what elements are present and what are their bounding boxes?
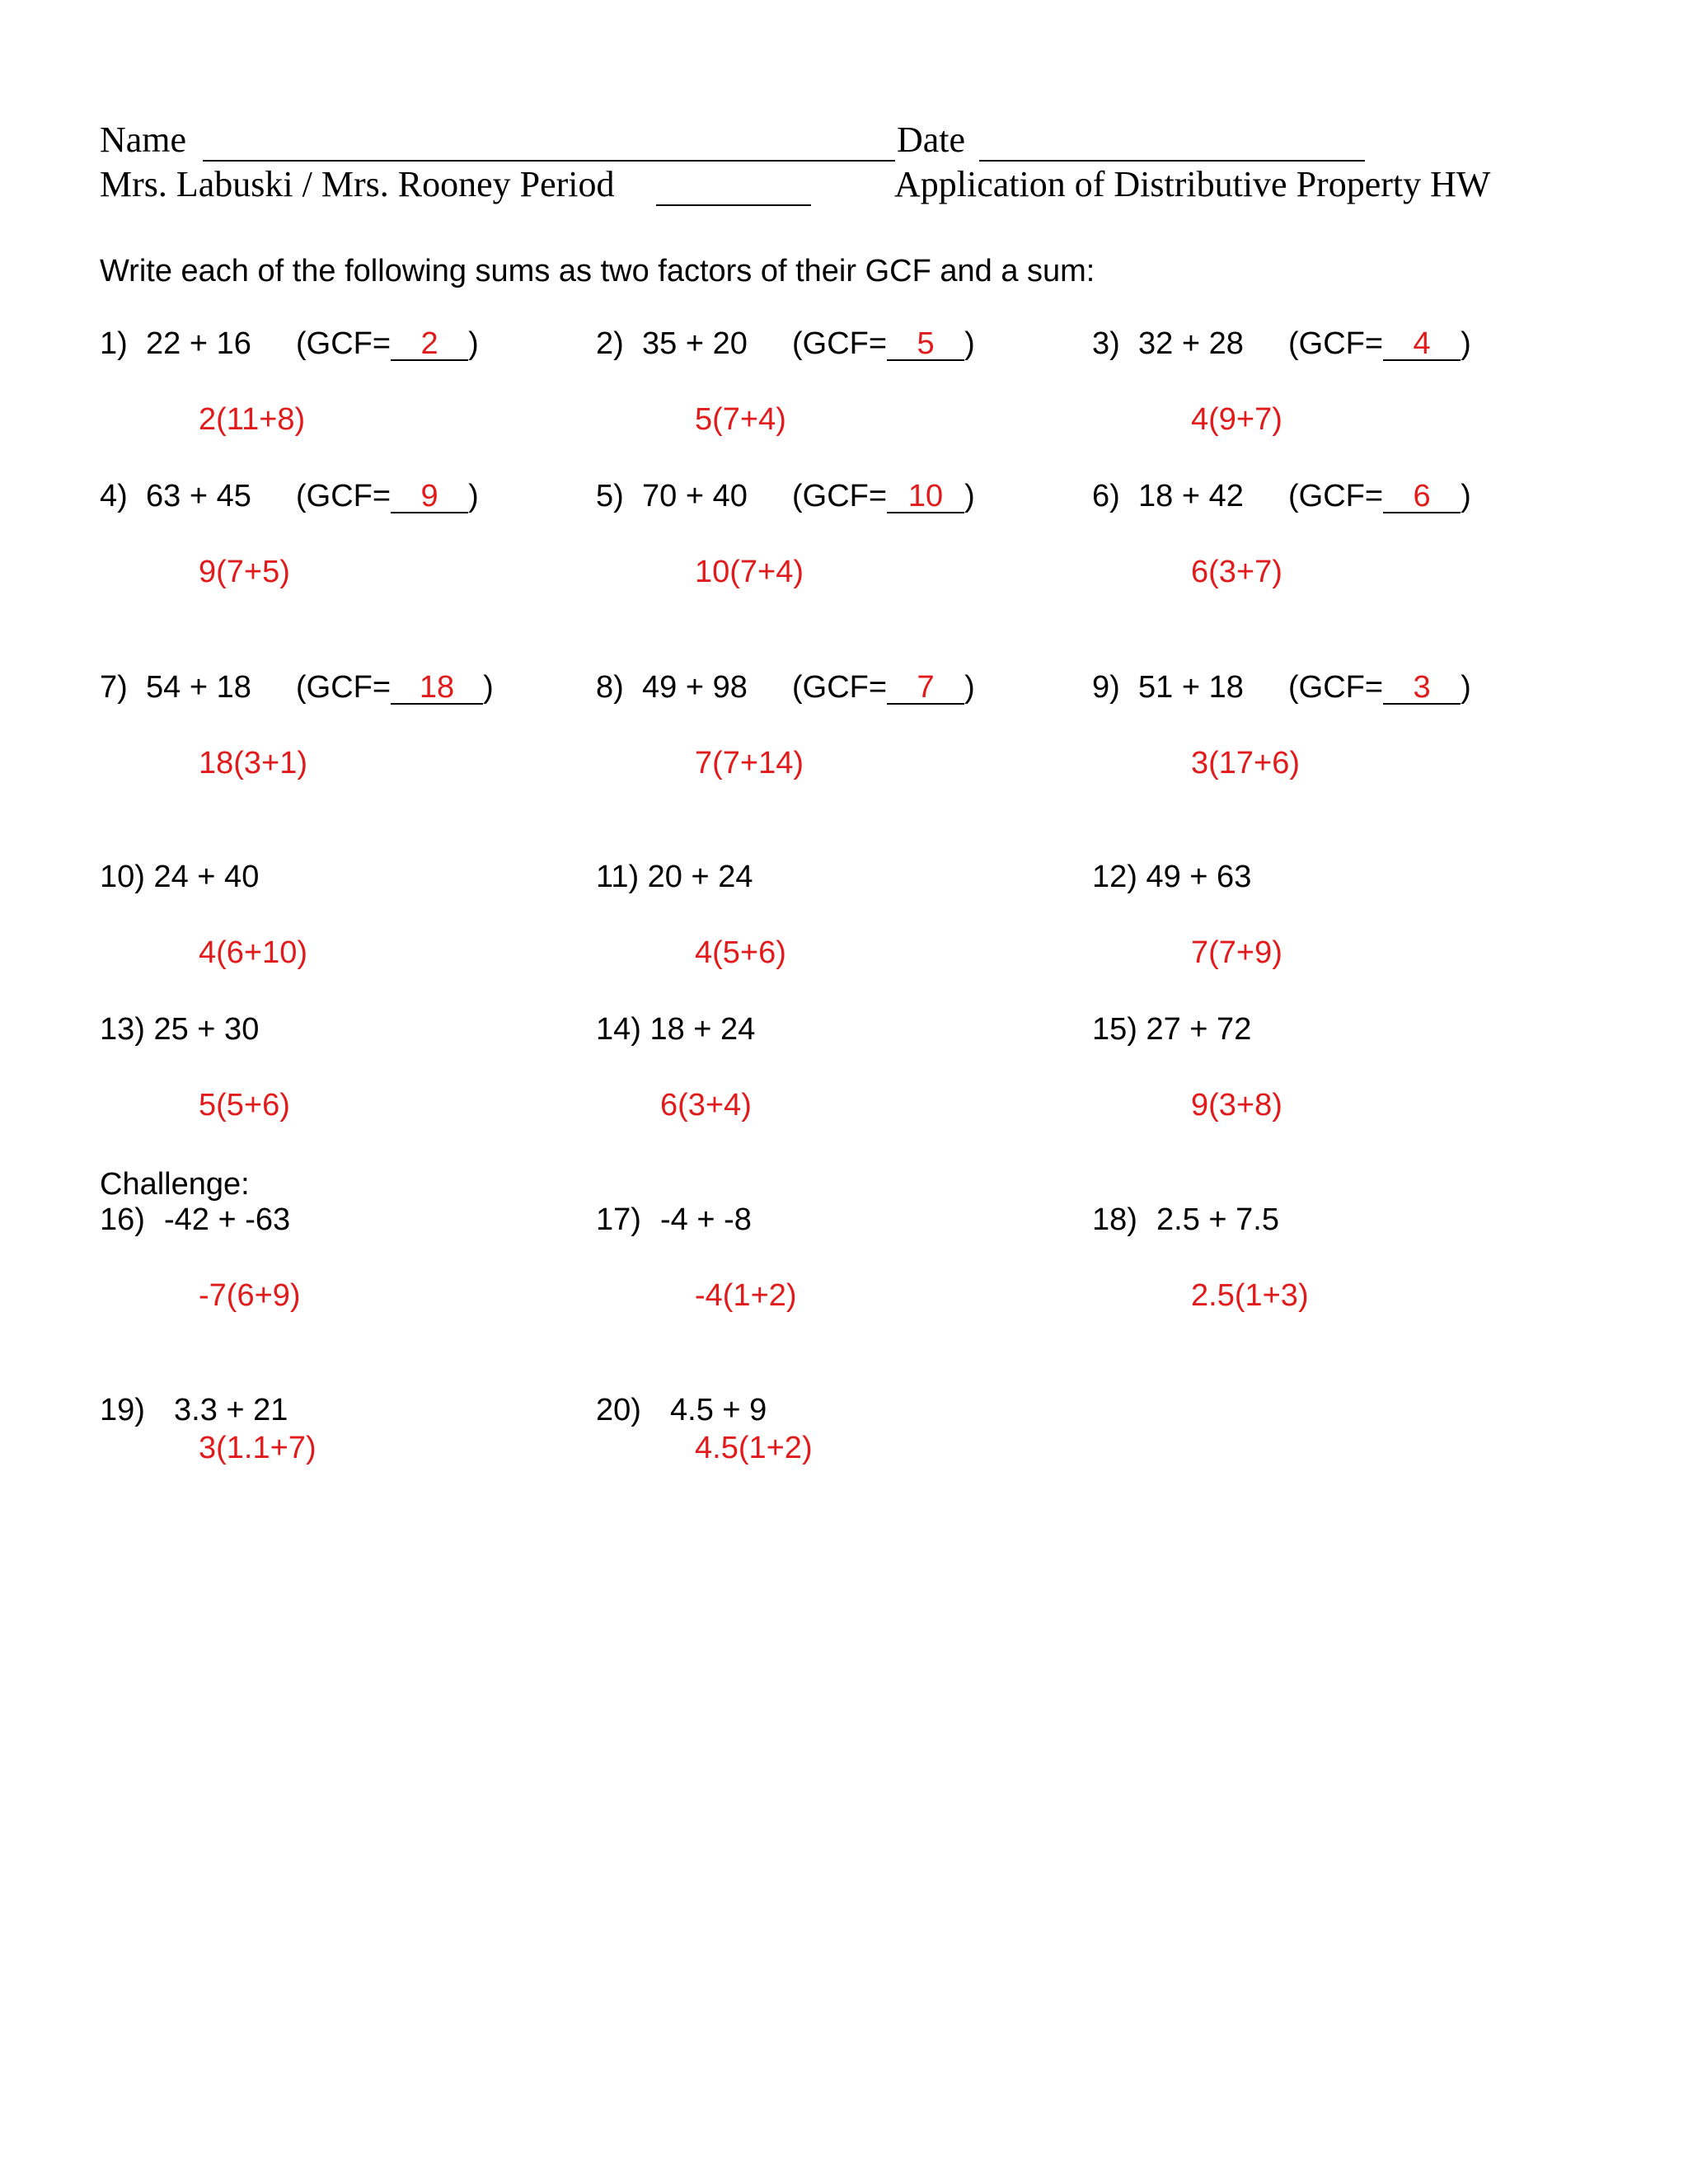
problem-number: 5): [596, 479, 624, 513]
gcf-prefix: (GCF=: [792, 479, 888, 513]
gcf-blank: [887, 480, 964, 513]
problem-number: 9): [1092, 670, 1120, 705]
gcf-prefix: (GCF=: [792, 326, 888, 361]
problem-number: 8): [596, 670, 624, 705]
gcf-value: 4: [1413, 326, 1431, 361]
gcf-value: 5: [917, 326, 935, 361]
name-blank-line[interactable]: [203, 160, 895, 162]
gcf-value: 7: [917, 670, 935, 705]
problem-expression: 18 + 42: [1138, 479, 1244, 513]
gcf-blank: [887, 672, 964, 705]
gcf-field[interactable]: [792, 480, 975, 513]
date-label: Date: [897, 120, 966, 160]
gcf-suffix: ): [1461, 326, 1471, 361]
problem-6-answer: 6(3+7): [1191, 555, 1282, 589]
problem-number: 1): [100, 326, 128, 361]
gcf-suffix: ): [964, 479, 975, 513]
gcf-value: 9: [420, 479, 438, 513]
problem-expression: 3.3 + 21: [174, 1393, 288, 1427]
problem-number: 12): [1092, 860, 1137, 894]
problem-number: 19): [100, 1393, 145, 1427]
problem-expression: 49 + 98: [642, 670, 748, 705]
problem-1-answer: 2(11+8): [199, 402, 306, 437]
problem-15-answer: 9(3+8): [1191, 1088, 1282, 1122]
gcf-prefix: (GCF=: [296, 670, 392, 705]
problem-number: 20): [596, 1393, 641, 1427]
problem-13-answer: 5(5+6): [199, 1088, 290, 1122]
gcf-prefix: (GCF=: [1288, 479, 1384, 513]
problem-11-question: [596, 861, 753, 893]
problem-12-question: [1092, 861, 1251, 893]
problem-19-answer: 3(1.1+7): [199, 1431, 316, 1465]
problem-20-answer: 4.5(1+2): [695, 1431, 813, 1465]
problem-expression: 51 + 18: [1138, 670, 1244, 705]
problem-expression: 70 + 40: [642, 479, 748, 513]
gcf-suffix: ): [468, 326, 479, 361]
gcf-blank: [1383, 672, 1461, 705]
problem-10-question: [100, 861, 259, 893]
problem-17-answer: -4(1+2): [695, 1278, 797, 1313]
problem-expression: 20 + 24: [639, 860, 753, 894]
problem-7-answer: 18(3+1): [199, 746, 308, 780]
problem-number: 17): [596, 1202, 641, 1237]
gcf-blank: [391, 480, 468, 513]
gcf-field[interactable]: [792, 672, 975, 705]
problem-14-question: [596, 1014, 755, 1045]
teacher-period-label: Mrs. Labuski / Mrs. Rooney Period: [100, 164, 615, 204]
gcf-prefix: (GCF=: [792, 670, 888, 705]
problem-number: 13): [100, 1012, 145, 1047]
problem-number: 6): [1092, 479, 1120, 513]
gcf-suffix: ): [1461, 479, 1471, 513]
problem-expression: 25 + 30: [144, 1012, 260, 1047]
problem-number: 16): [100, 1202, 145, 1237]
problem-expression: 32 + 28: [1138, 326, 1244, 361]
gcf-suffix: ): [483, 670, 494, 705]
gcf-prefix: (GCF=: [296, 479, 392, 513]
gcf-prefix: (GCF=: [1288, 326, 1384, 361]
gcf-field[interactable]: [792, 328, 975, 361]
gcf-field[interactable]: [296, 328, 479, 361]
gcf-value: 18: [419, 670, 455, 705]
problem-number: 14): [596, 1012, 641, 1047]
date-blank-line[interactable]: [979, 160, 1365, 162]
problem-expression: 63 + 45: [146, 479, 251, 513]
problem-18-answer: 2.5(1+3): [1191, 1278, 1309, 1313]
problem-expression: 54 + 18: [146, 670, 251, 705]
gcf-blank: [1383, 480, 1461, 513]
gcf-prefix: (GCF=: [296, 326, 392, 361]
gcf-field[interactable]: [296, 480, 479, 513]
problem-expression: 2.5 + 7.5: [1156, 1202, 1279, 1237]
gcf-suffix: ): [964, 670, 975, 705]
gcf-value: 3: [1413, 670, 1431, 705]
problem-number: 15): [1092, 1012, 1137, 1047]
gcf-blank: [391, 328, 468, 361]
gcf-value: 2: [420, 326, 438, 361]
challenge-label: Challenge:: [100, 1167, 250, 1202]
gcf-prefix: (GCF=: [1288, 670, 1384, 705]
problem-expression: 49 + 63: [1137, 860, 1252, 894]
problem-expression: -4 + -8: [660, 1202, 752, 1237]
problem-expression: 27 + 72: [1137, 1012, 1252, 1047]
problem-4-answer: 9(7+5): [199, 555, 290, 589]
problem-number: 4): [100, 479, 128, 513]
problem-2-answer: 5(7+4): [695, 402, 786, 437]
problem-expression: 35 + 20: [642, 326, 748, 361]
gcf-value: 6: [1413, 479, 1431, 513]
problem-16-answer: -7(6+9): [199, 1278, 301, 1313]
problem-8-answer: 7(7+14): [695, 746, 804, 780]
problem-11-answer: 4(5+6): [695, 935, 786, 970]
problem-12-answer: 7(7+9): [1191, 935, 1282, 970]
problem-expression: 4.5 + 9: [670, 1393, 767, 1427]
gcf-suffix: ): [468, 479, 479, 513]
gcf-suffix: ): [1461, 670, 1471, 705]
problem-number: 11): [596, 860, 640, 894]
period-blank-line[interactable]: [656, 204, 811, 206]
worksheet-title: Application of Distributive Property HW: [894, 164, 1491, 204]
problem-15-question: [1092, 1014, 1251, 1045]
instructions: Write each of the following sums as two factors of their GCF and a sum:: [100, 254, 1095, 288]
name-label: Name: [100, 120, 187, 160]
gcf-blank: [887, 328, 964, 361]
problem-expression: 22 + 16: [146, 326, 251, 361]
problem-expression: 24 + 40: [144, 860, 260, 894]
problem-number: 3): [1092, 326, 1120, 361]
problem-expression: 18 + 24: [640, 1012, 756, 1047]
gcf-value: 10: [907, 479, 944, 513]
gcf-field[interactable]: [1288, 480, 1471, 513]
problem-13-question: [100, 1014, 259, 1045]
problem-number: 7): [100, 670, 128, 705]
gcf-field[interactable]: [1288, 328, 1471, 361]
gcf-field[interactable]: [296, 672, 494, 705]
gcf-blank: [1383, 328, 1461, 361]
gcf-suffix: ): [964, 326, 975, 361]
problem-14-answer: 6(3+4): [660, 1088, 752, 1122]
problem-5-answer: 10(7+4): [695, 555, 804, 589]
problem-9-answer: 3(17+6): [1191, 746, 1301, 780]
problem-number: 2): [596, 326, 624, 361]
problem-expression: -42 + -63: [164, 1202, 291, 1237]
gcf-field[interactable]: [1288, 672, 1471, 705]
problem-3-answer: 4(9+7): [1191, 402, 1282, 437]
problem-number: 18): [1092, 1202, 1137, 1237]
gcf-blank: [391, 672, 483, 705]
problem-10-answer: 4(6+10): [199, 935, 308, 970]
problem-number: 10): [100, 860, 145, 894]
